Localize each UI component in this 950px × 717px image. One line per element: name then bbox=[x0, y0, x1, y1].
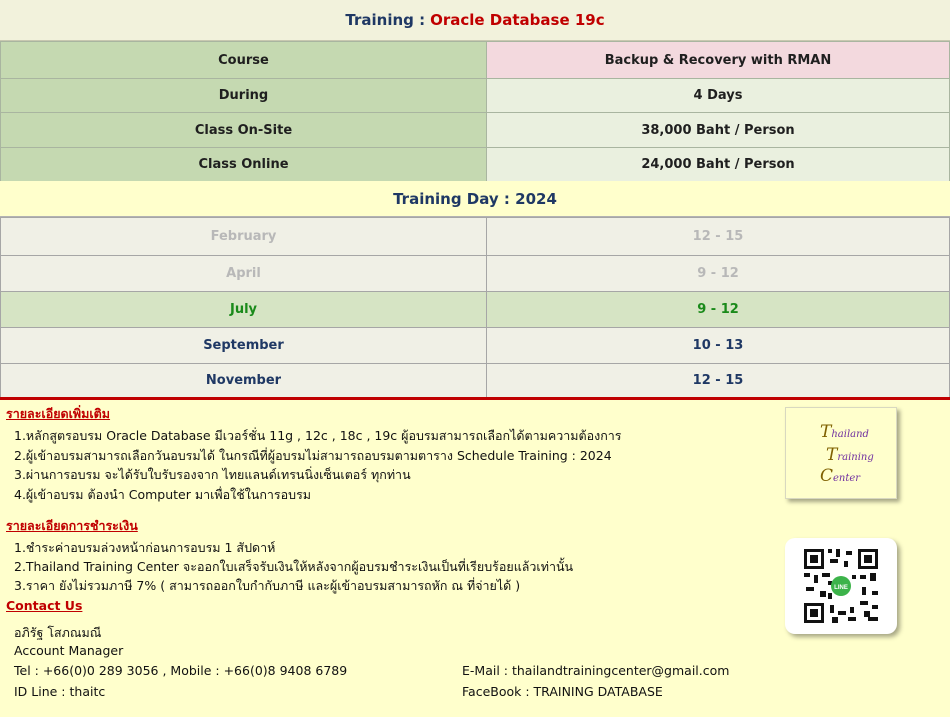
logo-letter: T bbox=[820, 422, 832, 442]
schedule-dates: 12 - 15 bbox=[487, 218, 950, 256]
payment-title: รายละเอียดการชำระเงิน bbox=[6, 518, 138, 533]
contact-line-id: ID Line : thaitc bbox=[14, 684, 106, 699]
contact-facebook[interactable]: FaceBook : TRAINING DATABASE bbox=[462, 684, 663, 699]
payment-item: 2.Thailand Training Center จะออกใบเสร็จรับเงินให้หลังจากผู้อบรมชำระเงินเป็นที่เรียบร้อยแล้วเท่านั้น bbox=[14, 559, 574, 574]
info-label: Class Online bbox=[1, 148, 487, 182]
schedule-month: September bbox=[1, 328, 487, 364]
schedule-table bbox=[0, 217, 950, 398]
details-item: 4.ผู้เข้าอบรม ต้องนำ Computer มาเพื่อใช้ในการอบรม bbox=[14, 487, 312, 502]
contact-position: Account Manager bbox=[14, 643, 124, 658]
info-label: During bbox=[1, 79, 487, 113]
page-title bbox=[0, 0, 950, 41]
logo-word: enter bbox=[833, 473, 861, 484]
payment-item: 3.ราคา ยังไม่รวมภาษี 7% ( สามารถออกใบกำกับภาษี และผู้เข้าอบรมสามารถหัก ณ ที่จ่ายได้ ) bbox=[14, 578, 521, 593]
schedule-dates: 9 - 12 bbox=[487, 256, 950, 292]
payment-item: 1.ชำระค่าอบรมล่วงหน้าก่อนการอบรม 1 สัปดาห์ bbox=[14, 540, 276, 555]
qr-code-icon[interactable] bbox=[785, 538, 897, 634]
contact-name: อภิรัฐ โสภณมณี bbox=[14, 625, 102, 640]
details-item: 3.ผ่านการอบรม จะได้รับใบรับรองจาก ไทยแลนด์เทรนนิ่งเซ็นเตอร์ ทุกท่าน bbox=[14, 467, 411, 482]
company-logo bbox=[785, 407, 897, 499]
logo-word: raining bbox=[837, 452, 874, 463]
schedule-dates: 12 - 15 bbox=[487, 364, 950, 398]
info-label: Course bbox=[1, 42, 487, 79]
info-value: Backup & Recovery with RMAN bbox=[487, 42, 950, 79]
info-value: 38,000 Baht / Person bbox=[487, 113, 950, 148]
course-name: Oracle Database 19c bbox=[430, 11, 605, 29]
qr-center-label: LINE bbox=[834, 585, 848, 591]
details-item: 1.หลักสูตรอบรม Oracle Database มีเวอร์ชั่น 11g , 12c , 18c , 19c ผู้อบรมสามารถเลือกได้ตามความต้องการ bbox=[14, 428, 622, 443]
details-item: 2.ผู้เข้าอบรมสามารถเลือกวันอบรมได้ ในกรณีที่ผู้อบรมไม่สามารถอบรมตามตาราง Schedule Training : 2024 bbox=[14, 448, 612, 463]
training-day-heading: Training Day : 2024 bbox=[0, 181, 950, 217]
info-value: 24,000 Baht / Person bbox=[487, 148, 950, 182]
schedule-dates: 10 - 13 bbox=[487, 328, 950, 364]
section-divider bbox=[0, 397, 950, 400]
schedule-month: April bbox=[1, 256, 487, 292]
contact-email[interactable]: E-Mail : thailandtrainingcenter@gmail.com bbox=[462, 663, 730, 678]
schedule-month: February bbox=[1, 218, 487, 256]
info-label: Class On-Site bbox=[1, 113, 487, 148]
schedule-month: July bbox=[1, 292, 487, 328]
logo-letter: T bbox=[826, 445, 838, 465]
details-title: รายละเอียดเพิ่มเติม bbox=[6, 406, 111, 421]
schedule-month: November bbox=[1, 364, 487, 398]
logo-word: hailand bbox=[831, 429, 869, 440]
qr-code-graphic bbox=[802, 547, 880, 625]
info-value: 4 Days bbox=[487, 79, 950, 113]
contact-tel: Tel : +66(0)0 289 3056 , Mobile : +66(0)8 9408 6789 bbox=[14, 663, 348, 678]
logo-letter: C bbox=[820, 466, 834, 486]
course-info-table bbox=[0, 41, 950, 182]
contact-title: Contact Us bbox=[6, 598, 83, 613]
schedule-dates: 9 - 12 bbox=[487, 292, 950, 328]
training-label: Training : bbox=[345, 11, 426, 29]
